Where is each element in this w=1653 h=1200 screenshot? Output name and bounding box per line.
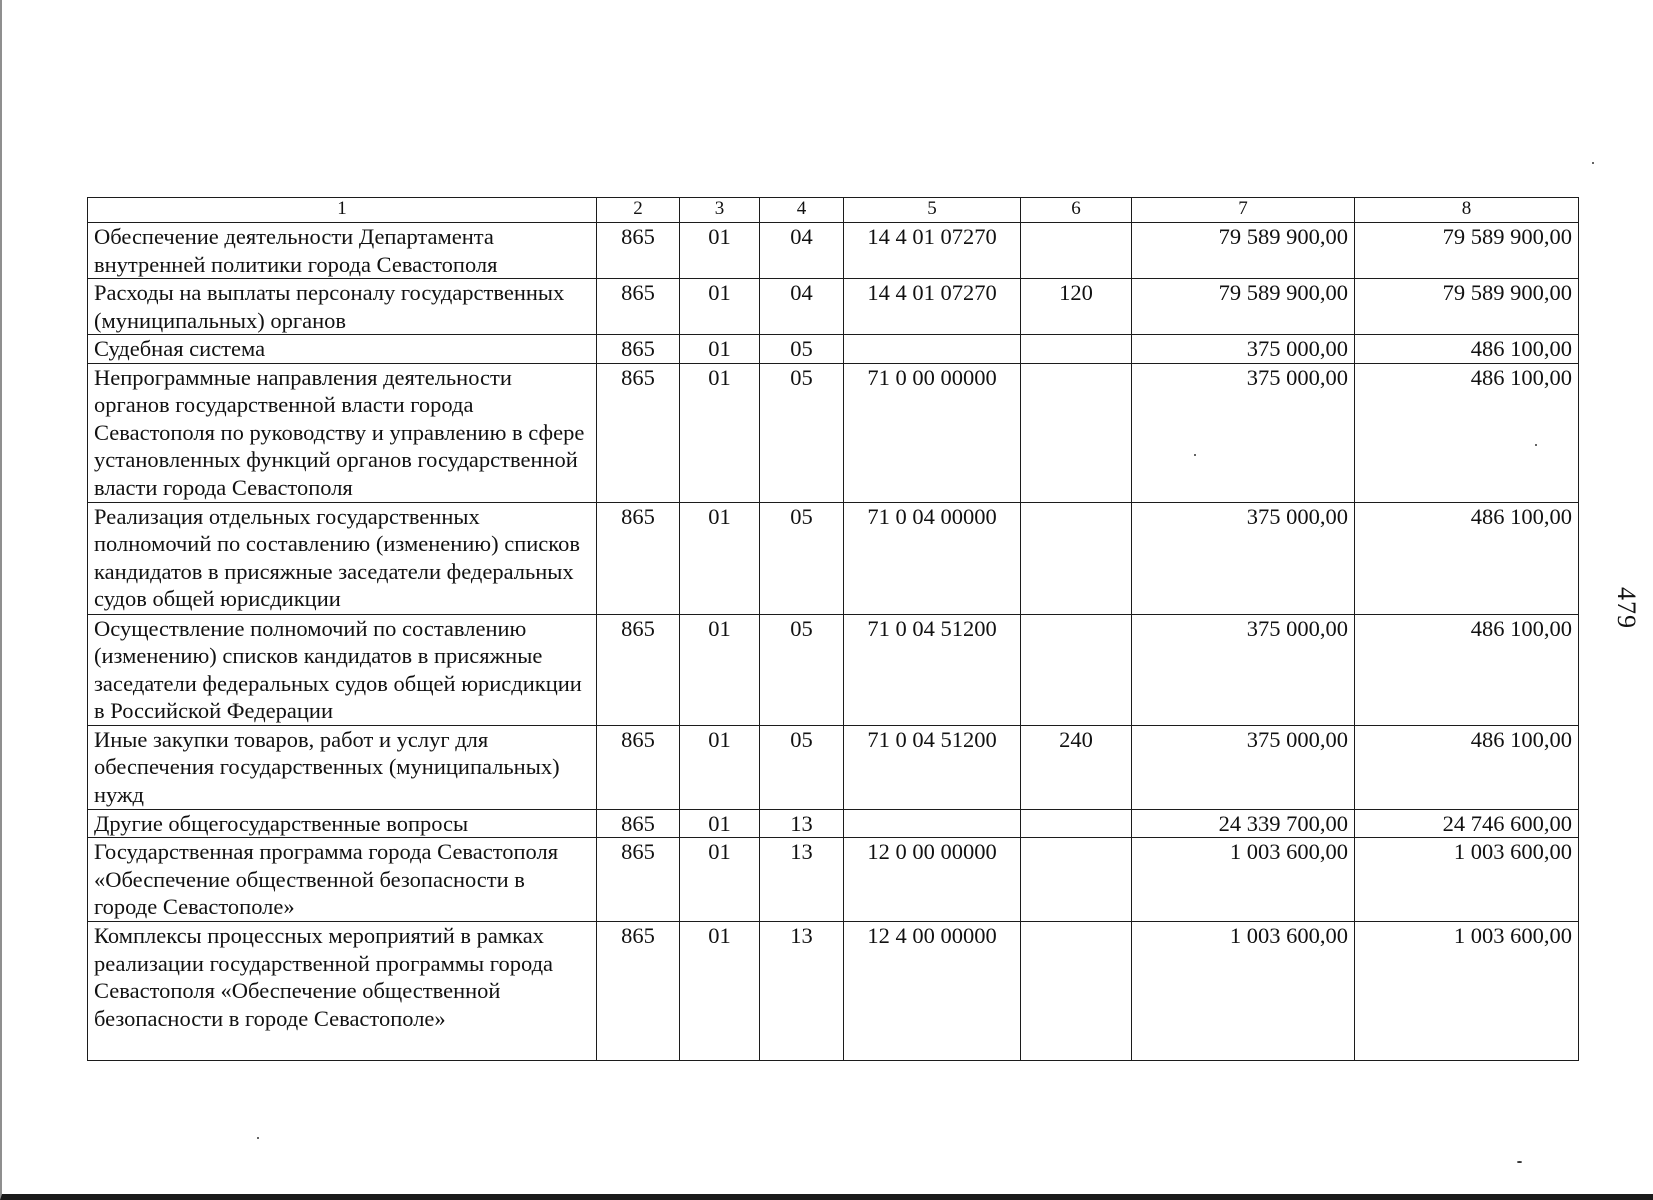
row-sum-1: 375 000,00 (1132, 725, 1355, 809)
row-sum-1: 79 589 900,00 (1132, 223, 1355, 279)
table-row (88, 223, 1579, 279)
row-pr: 05 (760, 502, 844, 614)
row-name: Иные закупки товаров, работ и услуг для обеспечения государственных (муниципальных) нужд (88, 725, 597, 809)
row-name: Реализация отдельных государственных полномочий по составлению (изменению) списков кандидатов в присяжные заседатели федеральных судов общей юрисдикции (88, 502, 597, 614)
row-ved: 865 (597, 922, 680, 1061)
row-sum-2: 486 100,00 (1355, 335, 1579, 364)
row-sum-2: 1 003 600,00 (1355, 922, 1579, 1061)
row-rz: 01 (680, 335, 760, 364)
row-rz: 01 (680, 223, 760, 279)
row-name: Государственная программа города Севастополя «Обеспечение общественной безопасности в городе Севастополе» (88, 838, 597, 922)
row-rz: 01 (680, 838, 760, 922)
row-rz: 01 (680, 809, 760, 838)
row-sum-1: 375 000,00 (1132, 502, 1355, 614)
row-sum-1: 24 339 700,00 (1132, 809, 1355, 838)
row-sum-2: 1 003 600,00 (1355, 838, 1579, 922)
table-row (88, 838, 1579, 922)
row-vr (1021, 922, 1132, 1061)
row-sum-1: 375 000,00 (1132, 335, 1355, 364)
row-vr (1021, 809, 1132, 838)
budget-table (87, 197, 1579, 1061)
scan-speck (257, 1137, 259, 1139)
row-ved: 865 (597, 725, 680, 809)
row-name: Осуществление полномочий по составлению (изменению) списков кандидатов в присяжные заседатели федеральных судов общей юрисдикции в Российской Федерации (88, 614, 597, 725)
row-name: Обеспечение деятельности Департамента внутренней политики города Севастополя (88, 223, 597, 279)
row-ved: 865 (597, 838, 680, 922)
column-header: 3 (680, 198, 760, 223)
row-sum-2: 486 100,00 (1355, 502, 1579, 614)
row-csr: 71 0 00 00000 (844, 363, 1021, 502)
row-sum-2: 486 100,00 (1355, 725, 1579, 809)
row-pr: 05 (760, 725, 844, 809)
row-csr: 14 4 01 07270 (844, 279, 1021, 335)
row-rz: 01 (680, 502, 760, 614)
row-csr (844, 809, 1021, 838)
row-ved: 865 (597, 614, 680, 725)
row-pr: 13 (760, 809, 844, 838)
column-number-row (88, 198, 1579, 223)
column-header: 4 (760, 198, 844, 223)
row-sum-1: 1 003 600,00 (1132, 838, 1355, 922)
row-sum-2: 79 589 900,00 (1355, 279, 1579, 335)
row-pr: 05 (760, 614, 844, 725)
column-header: 5 (844, 198, 1021, 223)
row-name: Судебная система (88, 335, 597, 364)
row-rz: 01 (680, 922, 760, 1061)
row-vr (1021, 838, 1132, 922)
row-vr (1021, 223, 1132, 279)
column-header: 6 (1021, 198, 1132, 223)
row-csr: 14 4 01 07270 (844, 223, 1021, 279)
row-csr: 71 0 04 51200 (844, 725, 1021, 809)
row-rz: 01 (680, 279, 760, 335)
column-header: 7 (1132, 198, 1355, 223)
row-vr: 120 (1021, 279, 1132, 335)
scan-speck (1592, 162, 1594, 164)
row-name: Другие общегосударственные вопросы (88, 809, 597, 838)
row-vr: 240 (1021, 725, 1132, 809)
row-ved: 865 (597, 335, 680, 364)
table-row (88, 725, 1579, 809)
column-header: 8 (1355, 198, 1579, 223)
row-sum-2: 79 589 900,00 (1355, 223, 1579, 279)
row-pr: 05 (760, 335, 844, 364)
row-ved: 865 (597, 502, 680, 614)
row-ved: 865 (597, 363, 680, 502)
row-name: Расходы на выплаты персоналу государственных (муниципальных) органов (88, 279, 597, 335)
row-sum-2: 24 746 600,00 (1355, 809, 1579, 838)
row-vr (1021, 335, 1132, 364)
table-row (88, 809, 1579, 838)
row-sum-1: 375 000,00 (1132, 614, 1355, 725)
page-number: 479 (1612, 587, 1641, 629)
row-vr (1021, 363, 1132, 502)
row-pr: 13 (760, 838, 844, 922)
row-name: Непрограммные направления деятельности органов государственной власти города Севастополя по руководству и управлению в сфере установленных функций органов государственной власти города Севастополя (88, 363, 597, 502)
row-rz: 01 (680, 725, 760, 809)
column-header: 2 (597, 198, 680, 223)
table-row (88, 614, 1579, 725)
row-ved: 865 (597, 279, 680, 335)
row-name: Комплексы процессных мероприятий в рамках реализации государственной программы города Севастополя «Обеспечение общественной безопасности в городе Севастополе» (88, 922, 597, 1061)
row-csr: 71 0 04 51200 (844, 614, 1021, 725)
row-sum-1: 79 589 900,00 (1132, 279, 1355, 335)
scan-speck (1517, 1161, 1522, 1163)
row-sum-2: 486 100,00 (1355, 614, 1579, 725)
row-rz: 01 (680, 614, 760, 725)
row-pr: 05 (760, 363, 844, 502)
table-row (88, 922, 1579, 1061)
scan-speck (1194, 454, 1196, 456)
row-sum-1: 1 003 600,00 (1132, 922, 1355, 1061)
row-sum-1: 375 000,00 (1132, 363, 1355, 502)
row-pr: 04 (760, 223, 844, 279)
scan-speck (1535, 444, 1537, 446)
row-csr (844, 335, 1021, 364)
row-csr: 71 0 04 00000 (844, 502, 1021, 614)
table-row (88, 279, 1579, 335)
table-row (88, 502, 1579, 614)
row-vr (1021, 502, 1132, 614)
table-row (88, 335, 1579, 364)
row-csr: 12 0 00 00000 (844, 838, 1021, 922)
column-header: 1 (88, 198, 597, 223)
row-ved: 865 (597, 223, 680, 279)
row-csr: 12 4 00 00000 (844, 922, 1021, 1061)
row-ved: 865 (597, 809, 680, 838)
row-sum-2: 486 100,00 (1355, 363, 1579, 502)
row-vr (1021, 614, 1132, 725)
row-pr: 13 (760, 922, 844, 1061)
row-pr: 04 (760, 279, 844, 335)
table-row (88, 363, 1579, 502)
row-rz: 01 (680, 363, 760, 502)
